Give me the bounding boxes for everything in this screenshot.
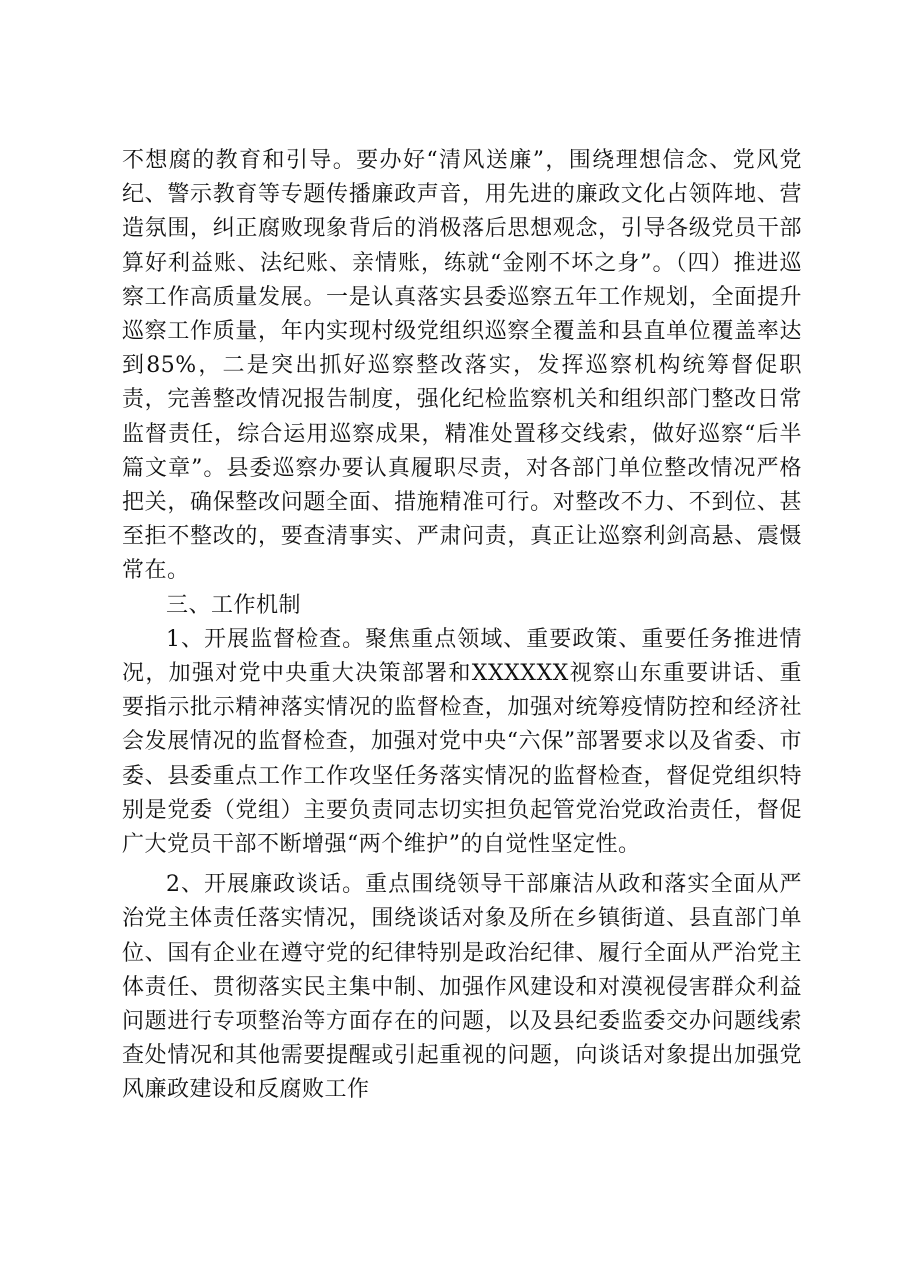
paragraph-integrity-talk: 2、开展廉政谈话。重点围绕领导干部廉洁从政和落实全面从严治党主体责任落实情况，围绕谈话对象及所在乡镇街道、县直部门单位、国有企业在遵守党的纪律特别是政治纪律、履行全面从严治党主体责任、贯彻落实民主集中制、加强作风建设和对漠视侵害群众利益问题进行专项整治等方面存在的问题，以及县纪委监委交办问题线索查处情况和其他需要提醒或引起重视的问题，向谈话对象提出加强党风廉政建设和反腐败工作 [122, 872, 802, 1103]
paragraph-continuation: 不想腐的教育和引导。要办好“清风送廉”，围绕理想信念、党风党纪、警示教育等专题传播廉政声音，用先进的廉政文化占领阵地、营造氛围，纠正腐败现象背后的消极落后思想观念，引导各级党员干部算好利益账、法纪账、亲情账，练就“金刚不坏之身”。（四）推进巡察工作高质量发展。一是认真落实县委巡察五年工作规划，全面提升巡察工作质量，年内实现村级党组织巡察全覆盖和县直单位覆盖率达到85%，二是突出抓好巡察整改落实，发挥巡察机构统筹督促职责，完善整改情况报告制度，强化纪检监察机关和组织部门整改日常监督责任，综合运用巡察成果，精准处置移交线索，做好巡察“后半篇文章”。县委巡察办要认真履职尽责，对各部门单位整改情况严格把关，确保整改问题全面、措施精准可行。对整改不力、不到位、甚至拒不整改的，要查清事实、严肃问责，真正让巡察利剑高悬、震慑常在。 [122, 148, 802, 584]
section-heading-work-mechanism: 三、工作机制 [166, 592, 302, 618]
document-body [122, 144, 802, 1108]
paragraph-supervision-inspection: 1、开展监督检查。聚焦重点领域、重要政策、重要任务推进情况，加强对党中央重大决策部署和XXXXXX视察山东重要讲话、重要指示批示精神落实情况的监督检查，加强对统筹疫情防控和经济社会发展情况的监督检查，加强对党中央“六保”部署要求以及省委、市委、县委重点工作工作攻坚任务落实情况的监督检查，督促党组织特别是党委（党组）主要负责同志切实担负起管党治党政治责任，督促广大党员干部不断增强“两个维护”的自觉性坚定性。 [122, 626, 802, 858]
